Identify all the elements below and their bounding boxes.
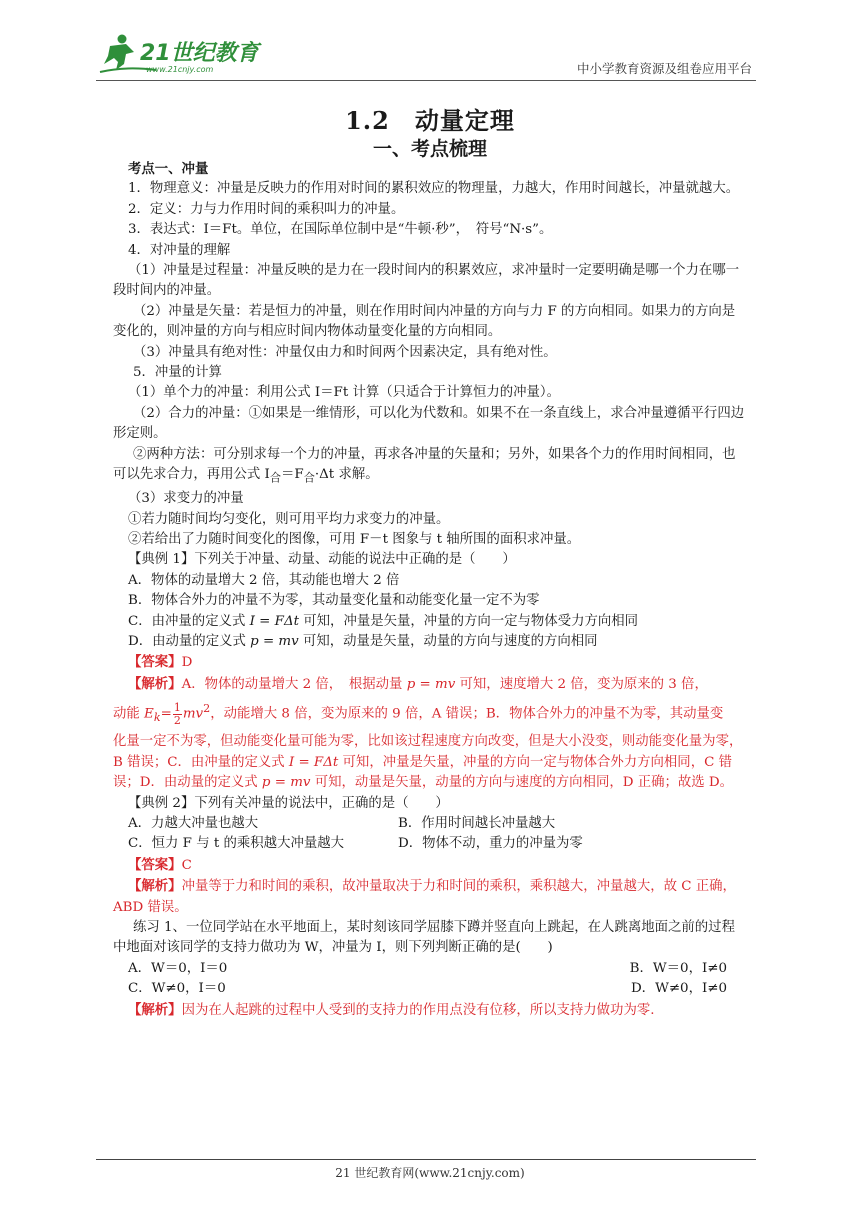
option-row [113, 979, 747, 999]
paragraph: （2）合力的冲量：①如果是一维情形，可以化为代数和。如果不在一条直线上，求合冲量遵循平行四边形定则。 [113, 405, 745, 442]
paragraph: 4．对冲量的理解 [128, 242, 231, 258]
answer: 【答案】C [128, 856, 192, 873]
logo-url: www.21cnjy.com [146, 65, 214, 74]
paragraph: （3）求变力的冲量 [128, 491, 244, 507]
option-row [113, 834, 747, 854]
paragraph: ②两种方法：可分别求每一个力的冲量，再求各冲量的矢量和；另外，如果各个力的作用时间相同，也可以先求合力，再用公式 $I_合=F_合\cdot\Delta t$ 求解。 [113, 446, 736, 485]
paragraph: 5．冲量的计算 [133, 365, 222, 381]
analysis: 【解析】A．物体的动量增大 2 倍， 根据动量 p = mv 可知，速度增大 2 倍，变为原来的 3 倍， [128, 675, 708, 692]
paragraph: （1）单个力的冲量：利用公式 I＝Ft 计算（只适合于计算恒力的冲量）。 [128, 385, 561, 401]
page-title: 1.2 动量定理 [345, 106, 515, 135]
option-b: B．物体合外力的冲量不为零，其动量变化量和动能变化量一定不为零 [128, 593, 540, 609]
option-d: D．物体不动，重力的冲量为零 [398, 836, 583, 852]
option-a: A．物体的动量增大 2 倍，其动能也增大 2 倍 [128, 572, 400, 588]
paragraph: （2）冲量是矢量：若是恒力的冲量，则在作用时间内冲量的方向与力 F 的方向相同。如果力的方向是变化的，则冲量的方向与相应时间内物体动量变化量的方向相同。 [113, 303, 736, 340]
analysis: 化量一定不为零，但动能变化量可能为零，比如该过程速度方向改变，但是大小没变，则动能变化量为零，B 错误；C．由冲量的定义式 I = FΔt 可知，冲量是矢量，冲量的方向一定与物体合外力方向相同，C 错误；D．由动量的定义式 p = mv 可知，动量是矢量，动量的方向与速度的方向相同，D 正确；故选 D。 [113, 734, 743, 791]
practice-1-stem: 练习 1、一位同学站在水平地面上，某时刻该同学屈膝下蹲并竖直向上跳起，在人跳离地面之前的过程中地面对该同学的支持力做功为 W，冲量为 I，则下列判断正确的是( ) [113, 920, 735, 956]
paragraph: （3）冲量具有绝对性：冲量仅由力和时间两个因素决定，具有绝对性。 [133, 344, 557, 360]
paragraph: （1）冲量是过程量：冲量反映的是力在一段时间内的积累效应，求冲量时一定要明确是哪一个力在哪一段时间内的冲量。 [113, 263, 740, 299]
option-d: D．W≠0，I≠0 [630, 981, 727, 997]
option-row [113, 814, 747, 834]
paragraph: 2．定义：力与力作用时间的乘积叫力的冲量。 [128, 201, 405, 217]
footer-divider [96, 1159, 756, 1160]
document-body [113, 159, 747, 1021]
analysis: 【解析】因为在人起跳的过程中人受到的支持力的作用点没有位移，所以支持力做功为零. [128, 1001, 655, 1018]
paragraph: ①若力随时间均匀变化，则可用平均力求变力的冲量。 [128, 511, 450, 527]
paragraph: 1．物理意义：冲量是反映力的作用对时间的累积效应的物理量，力越大，作用时间越长，冲量就越大。 [128, 181, 740, 197]
analysis: 【解析】冲量等于力和时间的乘积，故冲量取决于力和时间的乘积，乘积越大，冲量越大，故 C 正确，ABD 错误。 [113, 878, 736, 915]
paragraph: 3．表达式：I＝Ft。单位，在国际单位制中是“牛顿·秒”， 符号“N·s”。 [128, 222, 553, 238]
platform-name: 中小学教育资源及组卷应用平台 [576, 61, 752, 76]
option-c: C．由冲量的定义式 I = FΔt 可知，冲量是矢量，冲量的方向一定与物体受力方向相同 [128, 613, 639, 629]
option-a: A．力越大冲量也越大 [128, 816, 259, 831]
logo [96, 30, 266, 76]
answer: 【答案】D [128, 654, 193, 671]
option-c: C．恒力 F 与 t 的乘积越大冲量越大 [128, 836, 345, 852]
example-1-stem: 【典例 1】下列关于冲量、动量、动能的说法中正确的是（ ） [128, 552, 516, 568]
option-b: B．W＝0，I≠0 [629, 960, 727, 976]
option-a: A．W＝0，I＝0 [128, 960, 228, 976]
topic-heading: 考点一、冲量 [128, 161, 209, 177]
option-d: D．由动量的定义式 p = mv 可知，动量是矢量，动量的方向与速度的方向相同 [128, 634, 598, 650]
page-footer: 21 世纪教育网(www.21cnjy.com) [335, 1166, 525, 1180]
paragraph: ②若给出了力随时间变化的图像，可用 F－t 图象与 t 轴所围的面积求冲量。 [128, 531, 581, 547]
section-heading: 一、考点梳理 [372, 138, 487, 160]
option-c: C．W≠0，I＝0 [128, 981, 226, 997]
page-header [96, 30, 756, 81]
option-row [113, 959, 747, 979]
logo-text: 21世纪教育 [140, 41, 259, 66]
example-2-stem: 【典例 2】下列有关冲量的说法中，正确的是（ ） [128, 795, 449, 811]
analysis: 动能 $E_k=$ $\frac{1}{2}$ $mv^2$，动能增大 8 倍，变为原来的 9 倍，A 错误；B．物体合外力的冲量不为零，其动量变 [113, 700, 724, 727]
option-b: B．作用时间越长冲量越大 [398, 816, 556, 831]
